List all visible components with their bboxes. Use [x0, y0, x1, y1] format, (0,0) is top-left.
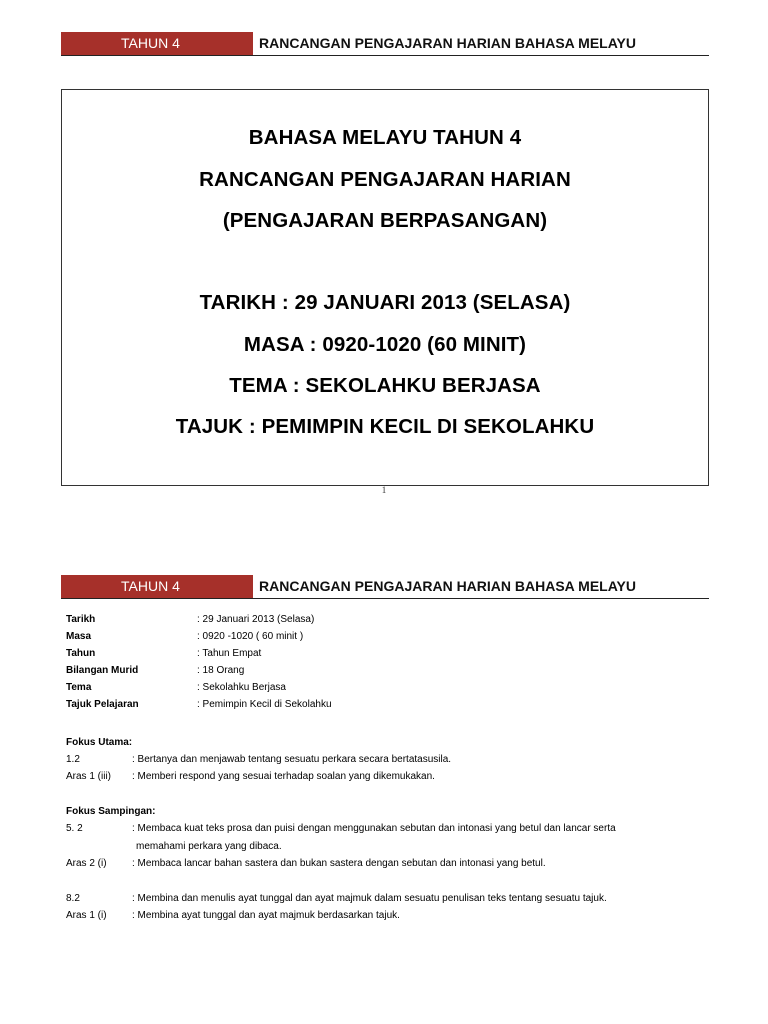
info-value: : Tahun Empat: [197, 648, 262, 659]
info-value: : Sekolahku Berjasa: [197, 682, 286, 693]
cover-subject-title: BAHASA MELAYU TAHUN 4: [248, 126, 522, 149]
item-description: : Bertanya dan menjawab tentang sesuatu perkara secara bertatasusila.: [132, 754, 452, 765]
info-value: : 18 Orang: [197, 665, 245, 676]
fokus-sampingan-heading: Fokus Sampingan:: [66, 806, 156, 817]
item-description: : Membaca lancar bahan sastera dan bukan sastera dengan sebutan dan intonasi yang betul.: [132, 858, 546, 869]
info-label: Masa: [66, 631, 92, 642]
cover-topic: TAJUK : PEMIMPIN KECIL DI SEKOLAHKU: [175, 415, 595, 438]
item-description: : Memberi respond yang sesuai terhadap soalan yang dikemukakan.: [132, 771, 435, 782]
item-code: 8.2: [66, 893, 80, 904]
page-header: [61, 575, 709, 599]
info-label: Tajuk Pelajaran: [66, 699, 139, 710]
page-header: [61, 32, 709, 56]
item-description: : Membina ayat tunggal dan ayat majmuk berdasarkan tajuk.: [132, 910, 400, 921]
cover-time: MASA : 0920-1020 (60 MINIT): [243, 333, 527, 356]
page-number: 1: [381, 485, 387, 495]
item-description: : Membina dan menulis ayat tunggal dan ayat majmuk dalam sesuatu penulisan teks tentang sesuatu tajuk.: [132, 893, 607, 904]
item-code: Aras 1 (iii): [66, 771, 112, 782]
info-value: : 0920 -1020 ( 60 minit ): [197, 631, 304, 642]
info-label: Tahun: [66, 648, 96, 659]
cover-plan-title: RANCANGAN PENGAJARAN HARIAN: [199, 168, 571, 191]
info-value: : Pemimpin Kecil di Sekolahku: [197, 699, 332, 710]
info-label: Tarikh: [66, 614, 96, 625]
cover-date: TARIKH : 29 JANUARI 2013 (SELASA): [199, 291, 571, 314]
item-description-continued: memahami perkara yang dibaca.: [136, 841, 282, 852]
cover-title-box: [61, 89, 709, 486]
item-code: Aras 1 (i): [66, 910, 107, 921]
fokus-utama-heading: Fokus Utama:: [66, 737, 133, 748]
header-title: RANCANGAN PENGAJARAN HARIAN BAHASA MELAYU: [259, 578, 636, 594]
info-label: Tema: [66, 682, 92, 693]
info-value: : 29 Januari 2013 (Selasa): [197, 614, 315, 625]
header-year-label: TAHUN 4: [61, 32, 253, 55]
info-label: Bilangan Murid: [66, 665, 139, 676]
cover-theme: TEMA : SEKOLAHKU BERJASA: [229, 374, 541, 397]
item-description: : Membaca kuat teks prosa dan puisi dengan menggunakan sebutan dan intonasi yang betul dan lancar serta: [132, 823, 616, 834]
header-title: RANCANGAN PENGAJARAN HARIAN BAHASA MELAYU: [259, 35, 636, 51]
item-code: 5. 2: [66, 823, 83, 834]
item-code: Aras 2 (i): [66, 858, 107, 869]
header-year-label: TAHUN 4: [61, 575, 253, 598]
item-code: 1.2: [66, 754, 80, 765]
cover-teaching-type: (PENGAJARAN BERPASANGAN): [222, 209, 548, 232]
